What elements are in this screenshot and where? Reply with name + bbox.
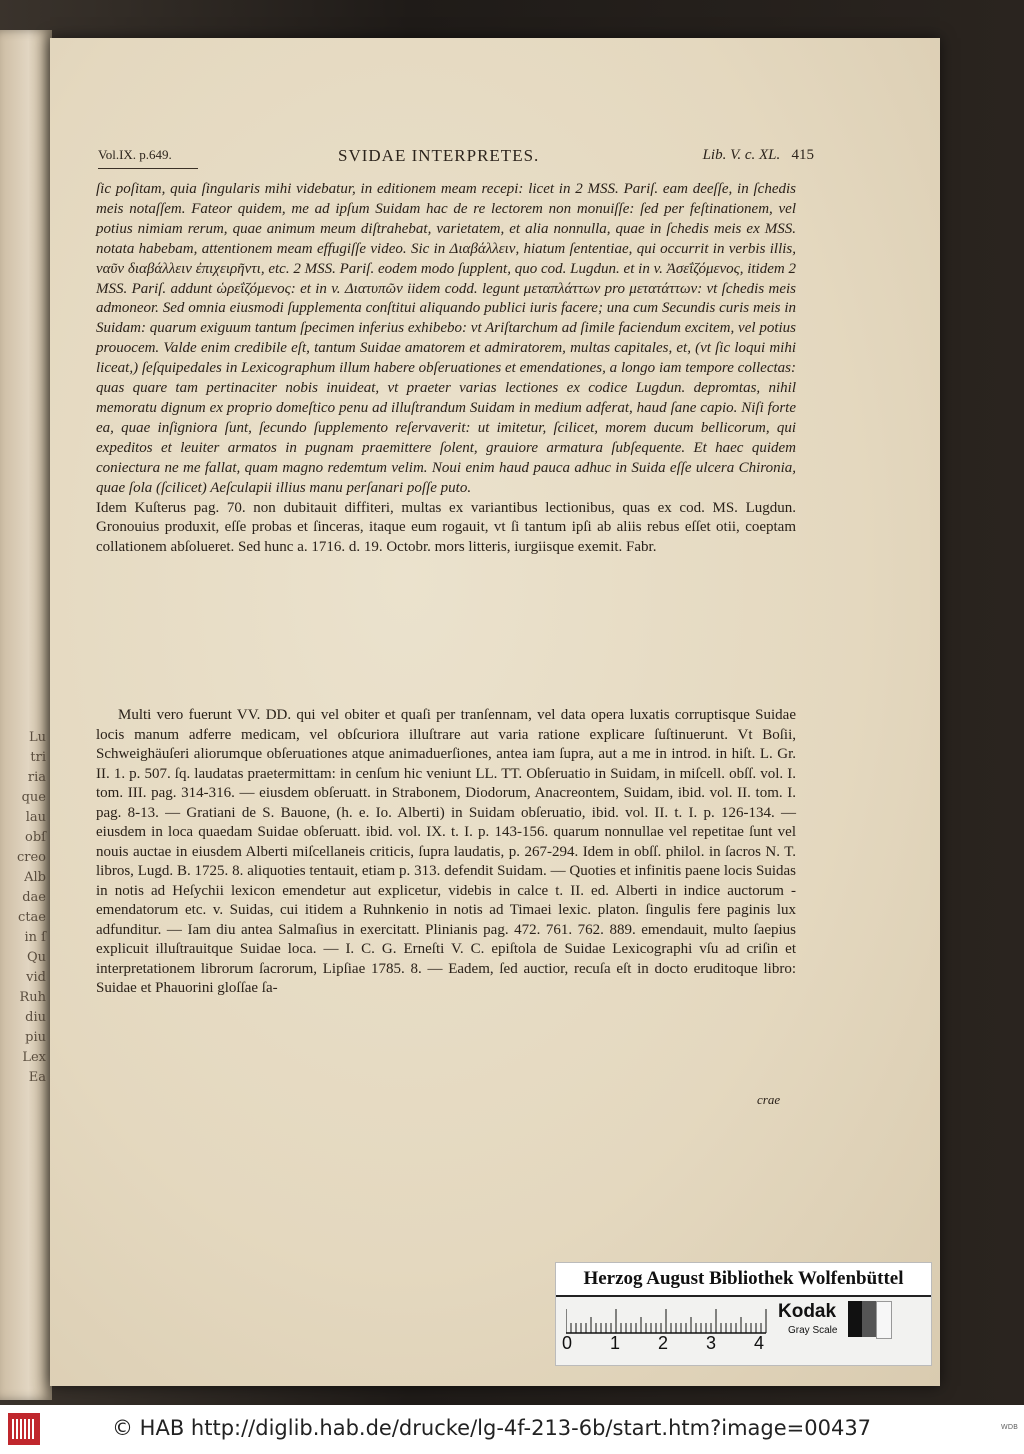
left-page-fragment: Lex <box>22 1050 46 1065</box>
running-head-rule <box>98 168 198 169</box>
running-head <box>98 147 814 169</box>
scale-number: 2 <box>658 1333 669 1353</box>
left-page-edge <box>0 30 52 1400</box>
left-page-fragment: Lu <box>28 730 46 745</box>
left-page-fragment: Ea <box>28 1070 46 1085</box>
left-page-fragment: Qu <box>26 950 46 965</box>
left-page-fragment: vid <box>26 970 46 985</box>
catchword: crae <box>757 1092 781 1107</box>
left-page-fragment: ctae <box>18 910 46 925</box>
gray-swatch-dark <box>862 1301 876 1337</box>
running-head-reference: Vol.IX. p.649. <box>98 147 172 162</box>
running-head-book: Lib. V. c. XL. <box>702 147 781 163</box>
main-paragraph: Multi vero fuerunt VV. DD. qui vel obiter et quaſi per tranſennam, vel data opera luxatis corruptisque Suidae locis manum adferre medicam, vel obſcuriora illuſtrare aut varia ratione explicare ſuſtinuerunt. Vt Boſii, Schweighäuſeri aliorumque obſeruationes atque animaduerſiones, antea iam ſupra, aut a me in introd. in hiſt. L. Gr. II. 1. p. 507. ſq. laudatas praetermittam: in cenſum hic veniunt LL. TT. Obſeruatio in Suidam, in miſcell. obſſ. vol. I. tom. III. pag. 314-316. — eiusdem obſeruatt. in Strabonem, Diodorum, Anacreontem, Suidam, ibid. vol. II. tom. I. pag. 8-13. — Gratiani de S. Bauone, (h. e. Io. Alberti) in Suidam obſeruatio, ibid. vol. II. t. I. p. 126-134. — eiusdem in loca quaedam Suidae obſeruatt. ibid. vol. IX. t. I. p. 143-156. quarum nonnullae vel repetitae ſunt vel nouis auctae in eiusdem Alberti miſcellaneis criticis, ſupra laudatis, p. 267-294. Idem in obſſ. philol. in ſacros N. T. libros, Lugd. B. 1725. 8. aliquoties tentauit, etiam p. 313. defendit Suidam. — Quoties et infinitis paene locis Suidas in notis ad Heſychii lexicon emendetur aut explicetur, videbis in calce t. II. ed. Alberti in indice auctorum - emendatorum etc. v. Suidas, cui itidem a Ruhnkenio in notis ad Timaei lexic. platon. ſingulis fere paginis lux adfunditur. — Iam diu antea Salmaſius in exercitatt. Plinianis pag. 472. 761. 762. 889. emendauit, multo ſaepius explicuit illuſtrauitque Suidae loca. — I. C. G. Erneſti V. C. epiſtola de Suidae Lexicographi vſu ad criſin et interpretationem librorum ſacrorum, Lipſiae 1785. 8. — Eadem, ſed auctior, recuſa eſt in docto eruditoque libro: Suidae et Phauorini gloſſae ſa- <box>96 707 796 996</box>
left-page-fragment: que <box>21 790 46 805</box>
left-page-fragment: in ſ <box>24 930 46 945</box>
gray-swatch-light <box>876 1301 892 1339</box>
left-page-fragment: obſ <box>25 830 46 845</box>
left-page-fragment: creo <box>16 850 46 865</box>
gray-scale-label: Gray Scale <box>788 1325 838 1336</box>
gray-swatch-black <box>848 1301 862 1337</box>
kodak-brand: Kodak <box>778 1301 837 1322</box>
footnote-paragraph: ſic poſitam, quia ſingularis mihi videbatur, in editionem meam recepi: licet in 2 MSS. Pariſ. eam deeſſe, in ſchedis meis notaſſem. Fateor quidem, me ad ipſum Suidam hac de re lectorem non monuiſſe: ſed per feſtinationem, vel potius nimiam rerum, quae animum meum diſtrahebat, varietatem, et alia nonnulla, quae in ſchedis meis ex MSS. notata habebam, attentionem meam effugiſſe video. Sic in Διαβάλλειν, hiatum ſententiae, qui occurrit in verbis illis, ναῦν διαβάλλειν ἐπιχειρῆντι, etc. 2 MSS. Pariſ. eodem modo ſupplent, quo cod. Lugdun. et in v. Ἀσεΐζόμενος, itidem 2 MSS. Pariſ. addunt ὡρεΐζόμενος: et in v. Διατυπῶν iidem codd. legunt μεταπλάττων pro μετατάττων: vt ſchedis meis admoneor. Sed omnia eiusmodi ſupplementa conſtitui aliquando publici iuris facere; una cum Secundis curis meis in Suidam: quarum exiguum tantum ſpecimen inferius exhibebo: vt Ariſtarchum ad ſimile faciendum excitem, vel potius prouocem. Valde enim credibile eſt, tantum Suidae amatorem et admiratorem, multas capitales, et, (vt ſic loqui mihi liceat,) ſeſquipedales in Lexicographum illum habere obſeruationes et emendationes, a longo iam tempore collectas: quas quare tam pertinaciter nobis inuideat, vt praeter varias lectiones ex codice Lugdun. depromtas, nihil memoratu dignum ex proprio domeſtico penu ad illuſtrandum Suidam in medium adferat, haud ſane capio. Niſi forte ea, quae inſigniora ſunt, ſecundo ſupplemento reſervaverit: ut imitetur, ſcilicet, morem ducum bellicorum, qui expeditos et leuiter armatos in pugnam praemittere ſolent, grauiore armatura ſubſequente. Et haec quidem coniectura ne me fallat, quam magno redemtum velim. Noui enim haud pauca adhuc in Suida eſſe ulcera Chironia, quae ſola (ſcilicet) Aeſculapii illius manu perſanari poſſe puto. <box>96 181 796 496</box>
hab-logo-icon <box>8 1413 40 1445</box>
left-page-fragment: dae <box>22 890 46 905</box>
scale-number: 1 <box>610 1333 621 1353</box>
scale-number: 3 <box>706 1333 717 1353</box>
running-head-section <box>703 147 814 164</box>
page-number: 415 <box>791 147 814 163</box>
left-page-fragment: Alb <box>24 870 46 885</box>
copyright-link[interactable]: © HAB http://diglib.hab.de/drucke/lg-4f-213-6b/start.htm?image=00437 <box>112 1416 872 1440</box>
footer-code: WDB <box>1000 1423 1018 1431</box>
footnote-block <box>96 180 796 558</box>
footnote-paragraph-roman: Idem Kuſterus pag. 70. non dubitauit diffiteri, multas ex variantibus lectionibus, quas ex cod. MS. Lugdun. Gronouius produxit, eſſe probas et ſinceras, itaque eum rogauit, vt ſi tantum ipſi ab aliis rebus eſſet otii, coeptam collationem abſolueret. Sed hunc a. 1716. d. 19. Octobr. mors litteris, iurgiisque exemit. Fabr. <box>96 499 796 556</box>
left-page-fragment: ria <box>27 770 46 785</box>
main-text-block <box>96 706 796 999</box>
footer-bar <box>0 1405 1024 1454</box>
scale-number: 0 <box>562 1333 573 1353</box>
left-page-fragment: lau <box>25 810 46 825</box>
left-page-fragment: diu <box>25 1010 46 1025</box>
ruler-scale <box>562 1333 782 1359</box>
color-target-card <box>555 1262 932 1366</box>
left-page-fragment: piu <box>25 1030 46 1045</box>
running-head-title: SVIDAE INTERPRETES. <box>338 146 540 165</box>
left-page-fragment: tri <box>30 750 46 765</box>
library-name: Herzog August Bibliothek Wolfenbüttel <box>556 1263 931 1297</box>
left-page-fragment: Ruh <box>19 990 46 1005</box>
scale-number: 4 <box>754 1333 765 1353</box>
